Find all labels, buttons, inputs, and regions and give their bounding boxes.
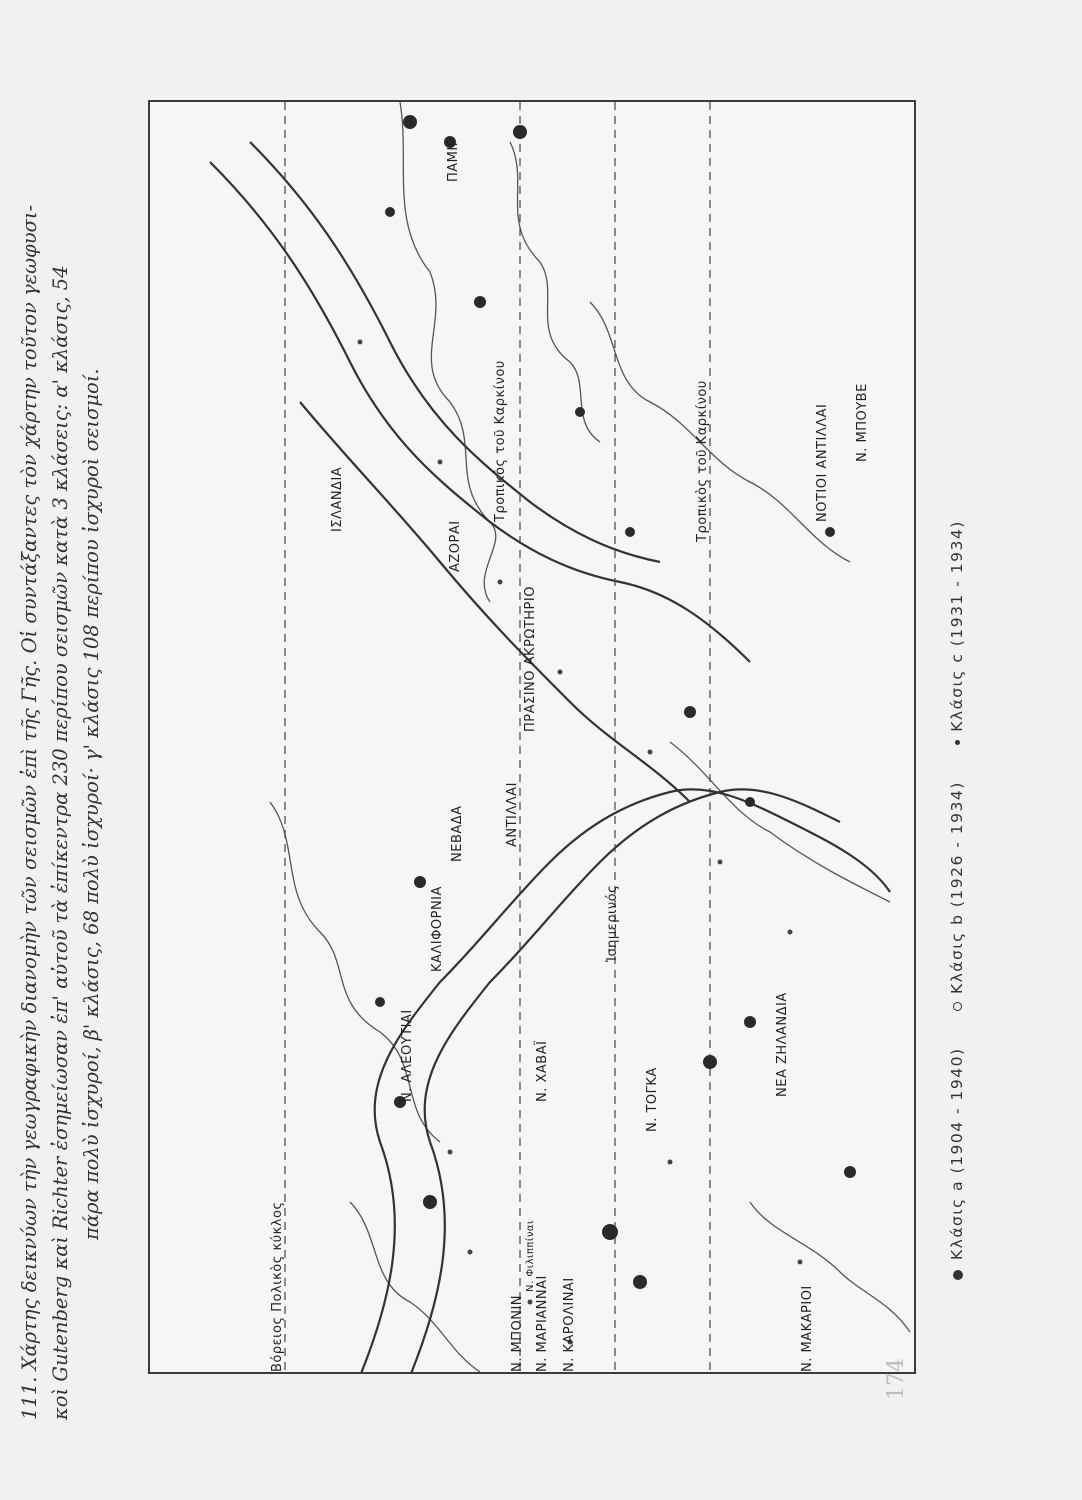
figure-caption <box>14 100 107 1420</box>
coastline-africa <box>590 302 850 562</box>
epicentre-class-c <box>718 860 723 865</box>
place-macquarie: Ν. ΜΑΚΑΡΙΟΙ <box>800 1285 815 1372</box>
place-california: ΚΑΛΙΦΟΡΝΙΑ <box>430 886 445 972</box>
epicentre-class-c <box>648 750 653 755</box>
epicentre-class-a <box>474 296 486 308</box>
epicentre-class-c <box>558 670 563 675</box>
epicentre-class-a <box>703 1055 717 1069</box>
epicentre-class-a <box>423 1195 437 1209</box>
belt-alpide <box>210 162 750 662</box>
epicentre-class-a <box>414 876 426 888</box>
place-new-zealand: ΝΕΑ ΖΗΛΑΝΔΙΑ <box>775 992 790 1097</box>
caption-line-2: κοὶ Gutenberg καὶ Richter ἐσημείωσαν ἐπ' αὐτοῦ τὰ ἐπίκεντρα 230 περίπου σεισμῶν κατὰ 3 κλάσεις: α' κλάσις, 54 <box>49 265 72 1420</box>
legend-class-a: Κλάσις a (1904 - 1940) <box>948 1047 966 1260</box>
class-a-marker-icon <box>953 1270 963 1280</box>
epicentre-class-a <box>602 1224 618 1240</box>
place-philippines: Ν. Φιλιππίναι <box>525 1220 536 1292</box>
epicentre-class-c <box>668 1160 673 1165</box>
legend-class-c: Κλάσις c (1931 - 1934) <box>948 520 966 732</box>
epicentre-class-a <box>745 797 755 807</box>
epicentre-class-c <box>358 340 363 345</box>
epicentre-class-a <box>385 207 395 217</box>
epicentre-class-a <box>575 407 585 417</box>
tropic-capricorn-label: Τροπικὸς τοῦ Καρκίνου <box>695 380 710 542</box>
map-legend <box>948 280 966 1280</box>
place-hawaii: Ν. ΧΑΒΑΪ <box>535 1040 550 1102</box>
place-south-antilles: ΝΟΤΙΟΙ ΑΝΤΙΛΛΑΙ <box>815 403 830 522</box>
epicentre-class-a <box>825 527 835 537</box>
place-pamir: ΠΑΜΙΡ <box>446 137 461 182</box>
place-nevada: ΝΕΒΑΔΑ <box>450 805 465 862</box>
coastline-asia-east <box>350 1202 480 1372</box>
epicentre-class-a <box>375 997 385 1007</box>
caption-line-1: 111. Χάρτης δεικνύων τὴν γεωγραφικὴν διανομὴν τῶν σεισμῶν ἐπὶ τῆς Γῆς. Οἱ συντάξαντες τὸν χάρτην τοῦτον γεωφυσι- <box>18 204 41 1420</box>
map-drawing <box>150 102 916 1374</box>
coastline-australia <box>750 1202 910 1332</box>
place-antilles: ΑΝΤΙΛΛΑΙ <box>505 782 520 847</box>
epicentre-class-a <box>684 706 696 718</box>
epicentre-class-c <box>468 1250 473 1255</box>
epicentre-class-a <box>625 527 635 537</box>
place-marianas: Ν. ΜΑΡΙΑΝΝΑΙ <box>535 1275 550 1372</box>
epicentre-class-c <box>788 930 793 935</box>
arctic-circle-label: Βόρειος Πολικὸς κύκλος <box>270 1201 285 1372</box>
class-c-marker-icon <box>955 740 960 745</box>
epicentre-class-a <box>633 1275 647 1289</box>
place-islandia: ΙΣΛΑΝΔΙΑ <box>330 466 345 532</box>
place-tonga: Ν. ΤΟΓΚΑ <box>645 1067 660 1132</box>
epicentre-class-c <box>498 580 503 585</box>
epicentre-class-c <box>448 1150 453 1155</box>
place-carolines: Ν. ΚΑΡΟΛΙΝΑΙ <box>562 1277 577 1372</box>
earthquake-map <box>148 100 916 1374</box>
place-bonin: Ν. ΜΠΟΝΙΝ <box>510 1295 525 1372</box>
belt-alpide-inner <box>250 142 660 562</box>
equator-label: Ἰσημερινός <box>605 884 620 962</box>
place-aleutians: Ν. ΑΛΕΟΥΤΙΑΙ <box>400 1009 415 1102</box>
epicentre-class-c <box>438 460 443 465</box>
place-azores: ΑΖΟΡΑΙ <box>448 520 463 572</box>
coastline-america-south <box>670 742 890 902</box>
epicentre-class-c <box>528 1300 533 1305</box>
class-b-marker-icon <box>953 1002 962 1011</box>
epicentre-class-a <box>403 115 417 129</box>
legend-class-b: Κλάσις b (1926 - 1934) <box>948 781 966 995</box>
page-number: 174 <box>884 1358 909 1400</box>
epicentre-class-a <box>744 1016 756 1028</box>
epicentre-class-a <box>844 1166 856 1178</box>
coastline-europe <box>510 142 600 442</box>
epicentre-class-c <box>798 1260 803 1265</box>
caption-line-3: πάρα πολὺ ἰσχυροί, β' κλάσις, 68 πολὺ ἰσχυροί· γ' κλάσις 108 περίπου ἰσχυροὶ σεισμοί. <box>80 368 103 1240</box>
tropic-cancer-label: Τροπικὸς τοῦ Καρκίνου <box>493 360 508 522</box>
epicentre-class-a <box>513 125 527 139</box>
place-prasino: ΠΡΑΣΙΝΟ ΑΚΡΩΤΗΡΙΟ <box>523 586 538 732</box>
place-bouvet: Ν. ΜΠΟΥΒΕ <box>855 383 870 462</box>
